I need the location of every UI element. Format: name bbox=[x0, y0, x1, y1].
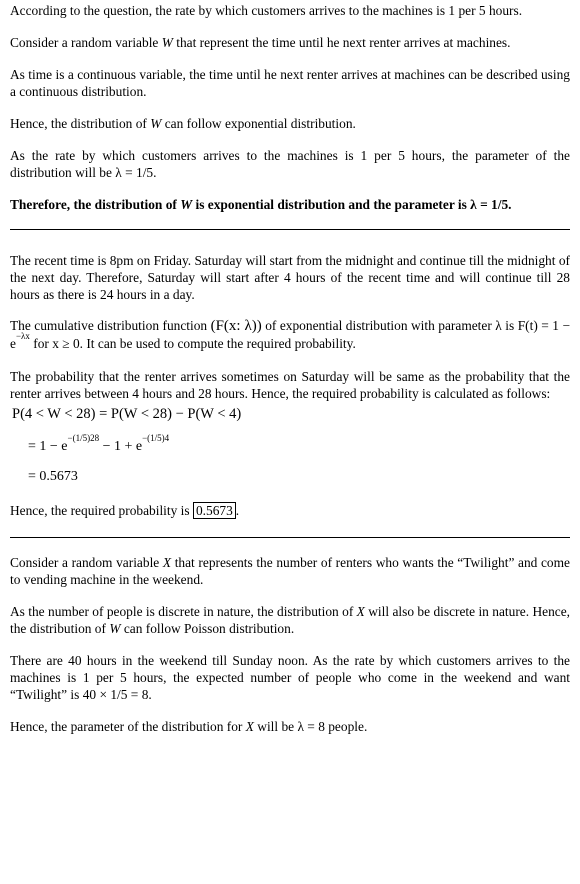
text: will also be discrete in nature. Hence, the distribution of bbox=[10, 604, 570, 636]
text: . bbox=[508, 197, 512, 212]
math-condition: x ≥ 0 bbox=[52, 336, 80, 351]
variable-x: X bbox=[245, 719, 254, 734]
text: is exponential distribution and the parameter is bbox=[192, 197, 471, 212]
text: Consider a random variable bbox=[10, 35, 162, 50]
text: Hence, the required probability is bbox=[10, 503, 193, 518]
text: Therefore, the distribution of bbox=[10, 197, 181, 212]
text: Hence, the distribution of bbox=[10, 116, 151, 131]
paragraph-exponential bbox=[10, 115, 570, 132]
text: The recent time is 8pm on Friday. Saturday will start from the midnight and continue till the midnight of the next day. Therefore, Saturday will start after 4 hours of the recent time and will continue till 28 hours as there is 24 hours in a day. bbox=[10, 253, 570, 302]
math-lambda: λ = 8 people bbox=[297, 719, 364, 734]
text: . It can be used to compute the required probability. bbox=[79, 336, 356, 351]
divider bbox=[10, 537, 570, 538]
text: . bbox=[235, 503, 240, 518]
paragraph-discrete bbox=[10, 603, 570, 637]
math-cdf: (F(x: λ)) bbox=[210, 318, 262, 334]
math-cdf-formula: F(t) = 1 − e bbox=[10, 318, 570, 351]
text: that represent the time until he next renter arrives at machines. bbox=[172, 35, 511, 50]
math-exponent: −(1/5)4 bbox=[142, 433, 170, 443]
paragraph-define-x bbox=[10, 554, 570, 588]
math-exponent: −λx bbox=[15, 331, 30, 341]
math-lambda: λ = 1/5 bbox=[115, 165, 154, 180]
paragraph-probability bbox=[10, 368, 570, 402]
equation-line: = 0.5673 bbox=[28, 469, 78, 484]
paragraph-conclusion bbox=[10, 196, 570, 213]
text: is bbox=[501, 318, 518, 333]
paragraph-time bbox=[10, 252, 570, 303]
text: will be bbox=[253, 719, 298, 734]
text: There are 40 hours in the weekend till Sunday noon. As the rate by which customers arrives to the machines is 1 per 5 hours, the expected number of people who come in the weekend and want “Twilight” is bbox=[10, 653, 570, 702]
equation-line bbox=[28, 433, 170, 456]
math-lambda: λ = 1/5 bbox=[470, 197, 509, 212]
text: Hence, the parameter of the distribution for bbox=[10, 719, 246, 734]
equation-line: P(4 < W < 28) = P(W < 28) − P(W < 4) bbox=[12, 406, 242, 422]
text: can follow exponential distribution. bbox=[161, 116, 356, 131]
paragraph-cdf bbox=[10, 317, 570, 354]
text: The probability that the renter arrives sometimes on Saturday will be same as the probability that the renter arrives between 4 hours and 28 hours. Hence, the required probability is calculated as follows: bbox=[10, 369, 570, 401]
text: . bbox=[363, 719, 368, 734]
math-expected: 40 × 1/5 = 8 bbox=[82, 687, 149, 702]
equation-block bbox=[10, 402, 570, 498]
answer-box: 0.5673 bbox=[193, 502, 236, 519]
section-exponential-parameter bbox=[10, 2, 570, 213]
variable-x: X bbox=[162, 555, 172, 570]
text: can follow Poisson distribution. bbox=[120, 621, 295, 636]
paragraph-continuous bbox=[10, 66, 570, 100]
text: for bbox=[29, 336, 53, 351]
section-saturday-probability bbox=[10, 252, 570, 519]
math-term: − 1 + e bbox=[99, 439, 143, 454]
text: . bbox=[148, 687, 152, 702]
text: As time is a continuous variable, the time until he next renter arrives at machines can be described using a continuous distribution. bbox=[10, 67, 570, 99]
paragraph-expected bbox=[10, 652, 570, 703]
math-exponent: −(1/5)28 bbox=[67, 433, 100, 443]
variable-w: W bbox=[161, 35, 173, 50]
text: of exponential distribution with parameter bbox=[261, 318, 496, 333]
text: As the rate by which customers arrives to the machines is 1 per 5 hours, the parameter of the distribution will be bbox=[10, 148, 570, 180]
paragraph-lambda bbox=[10, 718, 570, 735]
variable-w: W bbox=[150, 116, 162, 131]
paragraph-rate bbox=[10, 2, 570, 19]
variable-x: X bbox=[356, 604, 365, 619]
text: As the number of people is discrete in nature, the distribution of bbox=[10, 604, 357, 619]
section-poisson bbox=[10, 554, 570, 735]
paragraph-define-w bbox=[10, 34, 570, 51]
text: Consider a random variable bbox=[10, 555, 163, 570]
text: . bbox=[153, 165, 157, 180]
paragraph-parameter bbox=[10, 147, 570, 181]
divider bbox=[10, 229, 570, 230]
text: The cumulative distribution function bbox=[10, 318, 211, 333]
text: that represents the number of renters who wants the “Twilight” and come to vending machine in the weekend. bbox=[10, 555, 570, 587]
text: According to the question, the rate by which customers arrives to the machines is 1 per 5 hours. bbox=[10, 3, 523, 18]
paragraph-answer bbox=[10, 502, 570, 519]
variable-w: W bbox=[180, 197, 193, 212]
variable-w: W bbox=[109, 621, 121, 636]
math-lambda: λ bbox=[495, 318, 502, 333]
math-term: = 1 − e bbox=[28, 439, 68, 454]
